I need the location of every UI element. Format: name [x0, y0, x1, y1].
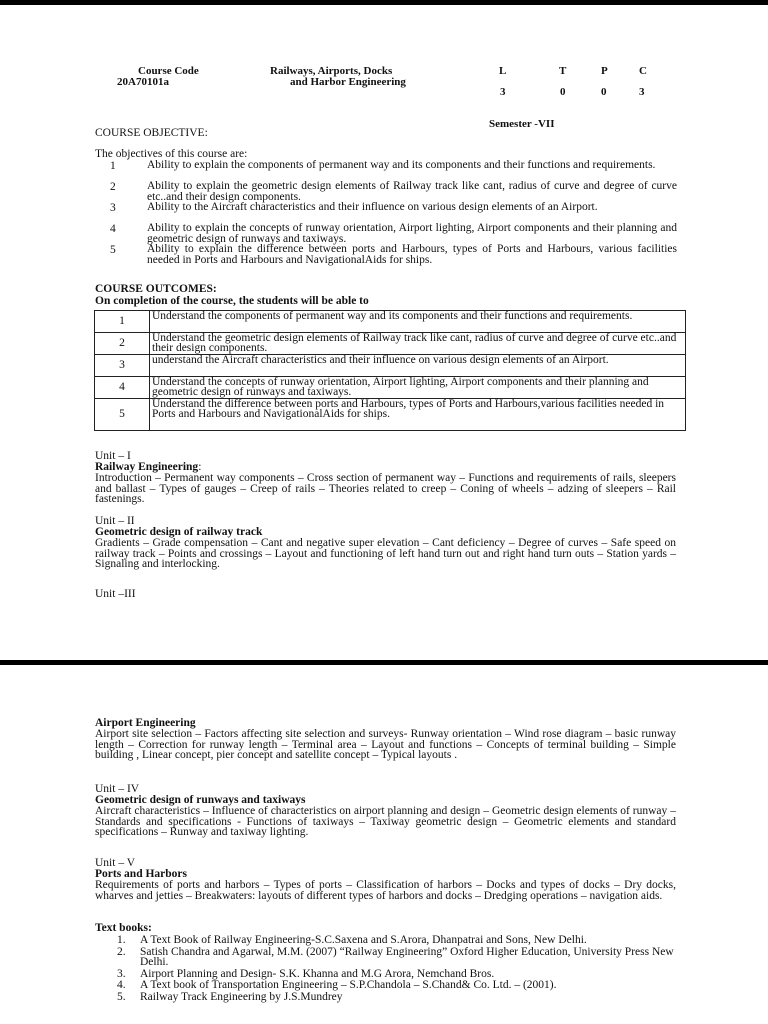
outcome-num: 1	[95, 311, 150, 333]
outcome-text: Understand the geometric design elements of Railway track like cant, radius of curve and degree of curve etc..and their design components.	[150, 333, 686, 355]
textbook-text: Airport Planning and Design- S.K. Khanna and M.G Arora, Nemchand Bros.	[140, 967, 495, 980]
objective-text: Ability to explain the components of permanent way and its components and their functions and requirements.	[147, 159, 656, 171]
unit-2-label: Unit – II	[95, 515, 135, 527]
textbook-num: 4.	[117, 979, 126, 992]
unit-1-label: Unit – I	[95, 450, 131, 462]
textbook-num: 5.	[117, 990, 126, 1003]
textbook-text: Railway Track Engineering by J.S.Mundrey	[140, 990, 343, 1003]
unit-5-text: Requirements of ports and harbors – Types of ports – Classification of harbors – Docks and types of docks – Dry docks, wharves and jetties – Breakwaters: layouts of different types of harbors and docks – Dredging operations – navigation aids.	[95, 879, 676, 902]
textbook-text: Satish Chandra and Agarwal, M.M. (2007) “Railway Engineering” Oxford Higher Education, University Press New Delhi.	[140, 945, 674, 969]
objective-text: Ability to explain the difference between ports and Harbours, types of Ports and Harbours, various facilities needed in Ports and Harbours and NavigationalAids for ships.	[147, 243, 677, 266]
objective-num: 5	[110, 244, 116, 256]
textbooks-heading: Text books:	[95, 922, 152, 934]
textbook-num: 1.	[117, 934, 126, 946]
objective-text: Ability to explain the concepts of runway orientation, Airport lighting, Airport components and their planning and geometric design of runways and taxiways.	[147, 222, 677, 245]
course-title-line1: Railways, Airports, Docks	[270, 65, 393, 77]
textbook-num: 2.	[117, 945, 126, 958]
outcomes-intro: On completion of the course, the students will be able to	[95, 295, 369, 307]
table-row	[95, 311, 686, 333]
outcome-num: 3	[95, 355, 150, 377]
document-page-2	[0, 665, 768, 1024]
objective-num: 2	[110, 181, 116, 193]
unit-4-title: Geometric design of runways and taxiways	[95, 794, 306, 806]
unit-1-text: Introduction – Permanent way components – Cross section of permanent way – Functions and requirements of rails, sleepers and ballast – Types of gauges – Creep of rails – Theories related to creep – Coning of wheels – adzing of sleepers – Rail fastenings.	[95, 472, 676, 506]
objective-num: 3	[110, 202, 116, 214]
ltpc-label-c: C	[639, 65, 647, 77]
unit-1-title-text: Railway Engineering	[95, 461, 199, 473]
table-row	[95, 333, 686, 355]
unit-4-label: Unit – IV	[95, 783, 140, 795]
outcome-text: understand the Aircraft characteristics and their influence on various design elements of an Airport.	[150, 355, 686, 377]
unit-1-title-colon: :	[198, 461, 202, 473]
unit-2-title: Geometric design of railway track	[95, 526, 263, 538]
course-code: 20A70101a	[117, 76, 169, 88]
unit-5-label: Unit – V	[95, 857, 136, 869]
outcomes-table	[94, 310, 686, 431]
textbook-text: A Text Book of Railway Engineering-S.C.Saxena and S.Arora, Dhanpatrai and Sons, New Delhi.	[140, 934, 587, 946]
unit-2-text: Gradients – Grade compensation – Cant and negative super elevation – Cant deficiency – Degree of curves – Safe speed on railway track – Points and crossings – Layout and functioning of left hand turn out and right hand turn outs – Station yards – Signaling and interlocking.	[95, 537, 676, 571]
list-item	[95, 992, 685, 1003]
objective-text: Ability to explain the geometric design elements of Railway track like cant, radius of curve and degree of curve etc..and their design components.	[147, 180, 677, 203]
ltpc-value-t: 0	[560, 86, 566, 98]
outcome-num: 5	[95, 399, 150, 431]
document-page-1	[0, 5, 768, 660]
ltpc-value-l: 3	[500, 86, 506, 98]
objective-num: 1	[110, 160, 116, 172]
unit-3-title: Airport Engineering	[95, 717, 196, 729]
table-row	[95, 355, 686, 377]
outcome-text: Understand the difference between ports and Harbours, types of Ports and Harbours,various facilities needed in Ports and Harbours and NavigationalAids for ships.	[150, 399, 686, 431]
table-row	[95, 377, 686, 399]
ltpc-value-p: 0	[601, 86, 607, 98]
ltpc-value-c: 3	[639, 86, 645, 98]
unit-3-text: Airport site selection – Factors affecting site selection and surveys- Runway orientation – Wind rose diagram – basic runway length – Correction for runway length – Terminal area – Layout and functions – Concepts of terminal building – Simple building , Linear concept, pier concept and satellite concept – Typical layouts .	[95, 728, 676, 762]
outcome-text: Understand the concepts of runway orientation, Airport lighting, Airport components and their planning and geometric design of runways and taxiways.	[150, 377, 686, 399]
outcome-num: 4	[95, 377, 150, 399]
ltpc-label-p: P	[601, 65, 608, 77]
objective-num: 4	[110, 223, 116, 235]
course-title-line2: and Harbor Engineering	[290, 76, 406, 88]
outcome-num: 2	[95, 333, 150, 355]
objective-text: Ability to the Aircraft characteristics and their influence on various design elements of an Airport.	[147, 201, 598, 213]
outcome-text: Understand the components of permanent way and its components and their functions and requirements.	[150, 311, 686, 333]
unit-4-text: Aircraft characteristics – Influence of characteristics on airport planning and design – Geometric design elements of runway – Standards and specifications - Functions of taxiways – Taxiway geometric design – Geometric elements and standard specifications – Runway and taxiway lighting.	[95, 805, 676, 839]
list-item	[95, 935, 685, 946]
course-code-label: Course Code	[138, 65, 199, 77]
objective-heading: COURSE OBJECTIVE:	[95, 127, 208, 139]
unit-5-title: Ports and Harbors	[95, 868, 187, 880]
textbook-num: 3.	[117, 967, 126, 980]
unit-3-label: Unit –III	[95, 588, 136, 600]
semester: Semester -VII	[489, 118, 555, 130]
table-row	[95, 399, 686, 431]
ltpc-label-l: L	[499, 65, 507, 77]
ltpc-label-t: T	[559, 65, 567, 77]
list-item	[95, 969, 685, 980]
textbooks-list	[95, 935, 685, 1004]
list-item	[95, 980, 685, 991]
outcomes-heading: COURSE OUTCOMES:	[95, 283, 217, 295]
list-item	[95, 947, 685, 968]
objective-intro: The objectives of this course are:	[95, 148, 248, 160]
textbook-text: A Text book of Transportation Engineering – S.P.Chandola – S.Chand& Co. Ltd. – (2001).	[140, 979, 557, 992]
